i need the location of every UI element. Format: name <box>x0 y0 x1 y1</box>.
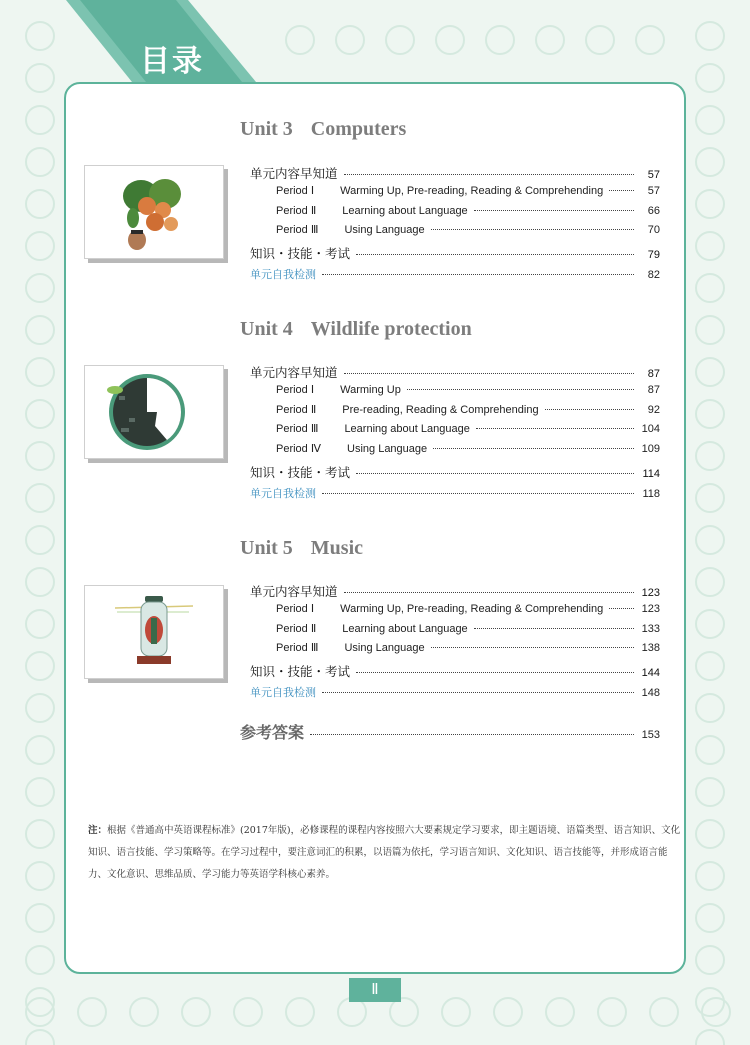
entry-label: Period Ⅳ <box>276 443 322 456</box>
pattern-ring <box>26 316 54 344</box>
unit-number: Unit 3 <box>240 118 293 140</box>
leader-dots <box>344 592 634 593</box>
unit-name: Wildlife protection <box>310 318 472 340</box>
leader-dots <box>356 254 634 255</box>
pattern-ring <box>78 998 106 1026</box>
entry-label: 知识・技能・考试 <box>250 246 351 262</box>
unit-name: Music <box>310 537 364 559</box>
entry-label: Period Ⅰ <box>276 602 315 615</box>
pattern-ring <box>26 904 54 932</box>
pattern-ring <box>286 26 314 54</box>
entry-title: Learning about Language <box>342 204 468 217</box>
pattern-ring <box>442 998 470 1026</box>
pattern-ring <box>696 694 724 722</box>
toc-period-entry[interactable] <box>276 184 660 197</box>
pattern-ring <box>696 820 724 848</box>
entry-page-number: 82 <box>647 269 660 281</box>
page-number: Ⅱ <box>349 978 401 1002</box>
leader-dots <box>433 448 634 449</box>
pattern-ring <box>26 652 54 680</box>
pattern-ring <box>26 22 54 50</box>
unit-illustration <box>84 585 224 679</box>
toc-period-entry[interactable] <box>276 383 660 396</box>
toc-section-entry[interactable] <box>250 164 660 182</box>
pattern-ring <box>696 358 724 386</box>
entry-page-number: 133 <box>641 622 660 635</box>
footnote <box>88 820 684 886</box>
pattern-ring <box>696 736 724 764</box>
toc-period-entry[interactable] <box>276 403 660 416</box>
entry-label: 单元自我检测 <box>250 487 316 500</box>
unit-illustration <box>84 365 224 459</box>
toc-period-entry[interactable] <box>276 602 660 615</box>
entry-page-number: 87 <box>647 368 660 380</box>
pattern-ring <box>26 862 54 890</box>
entry-title: Learning about Language <box>342 622 468 635</box>
pattern-ring <box>26 820 54 848</box>
entry-title: Pre-reading, Reading & Comprehending <box>342 403 539 416</box>
entry-label: 单元内容早知道 <box>250 365 338 380</box>
pattern-ring <box>26 694 54 722</box>
pattern-ring <box>696 904 724 932</box>
note-text: 根据《普通高中英语课程标准》(2017年版)，必修课程的课程内容按照六大要素规定学习要求，即主题语境、语篇类型、语言知识、文化知识、语言技能、学习策略等。在学习过程中，要注意词汇的积累，以语篇为依托，学习语言知识、文化知识、语言技能等，并形成语言能力、文化意识、思维品质、学习能力等英语学科核心素养。 <box>88 825 681 880</box>
pattern-ring <box>26 274 54 302</box>
entry-page-number: 144 <box>641 667 660 680</box>
pattern-ring <box>696 274 724 302</box>
pattern-ring <box>696 862 724 890</box>
pattern-ring <box>696 610 724 638</box>
entry-page-number: 70 <box>647 224 660 237</box>
pattern-ring <box>696 652 724 680</box>
entry-title: Warming Up, Pre-reading, Reading & Comprehending <box>340 602 604 615</box>
contents-title: 目录 <box>140 44 204 79</box>
leader-dots <box>609 190 634 191</box>
unit-number: Unit 5 <box>240 537 293 559</box>
pattern-ring <box>26 610 54 638</box>
pattern-ring <box>696 1030 724 1045</box>
leader-dots <box>609 608 634 609</box>
entry-page-number: 92 <box>647 403 660 416</box>
pattern-ring <box>286 998 314 1026</box>
entry-title: Using Language <box>347 443 428 456</box>
entry-title: Learning about Language <box>344 423 470 436</box>
pattern-ring <box>696 778 724 806</box>
leader-dots <box>344 373 634 374</box>
leader-dots <box>310 734 634 735</box>
entry-page-number: 123 <box>641 602 660 615</box>
pattern-ring <box>650 998 678 1026</box>
pattern-ring <box>338 998 366 1026</box>
pattern-ring <box>696 22 724 50</box>
pattern-ring <box>586 26 614 54</box>
pattern-ring <box>26 1030 54 1045</box>
entry-title: Using Language <box>344 224 425 237</box>
toc-period-entry[interactable] <box>276 442 660 455</box>
pattern-ring <box>696 106 724 134</box>
pattern-ring <box>696 442 724 470</box>
pattern-ring <box>26 946 54 974</box>
pattern-ring <box>26 568 54 596</box>
leader-dots <box>322 493 634 494</box>
toc-period-entry[interactable] <box>276 422 660 435</box>
entry-title: Warming Up, Pre-reading, Reading & Comprehending <box>340 184 604 197</box>
entry-page-number: 138 <box>641 642 660 655</box>
entry-label: 单元自我检测 <box>250 269 316 281</box>
toc-period-entry[interactable] <box>276 223 660 236</box>
pattern-ring <box>26 232 54 260</box>
pattern-ring <box>536 26 564 54</box>
entry-page-number: 57 <box>647 184 660 197</box>
pattern-ring <box>26 148 54 176</box>
leader-dots <box>322 274 634 275</box>
entry-page-number: 57 <box>647 169 660 181</box>
pattern-ring <box>546 998 574 1026</box>
pattern-ring <box>26 106 54 134</box>
entry-page-number: 114 <box>642 468 660 480</box>
pattern-ring <box>386 26 414 54</box>
pattern-ring <box>494 998 522 1026</box>
entry-page-number: 153 <box>641 729 660 741</box>
leader-dots <box>322 692 634 693</box>
unit-title <box>240 118 406 141</box>
leader-dots <box>431 647 634 648</box>
entry-page-number: 66 <box>647 204 660 217</box>
unit-number: Unit 4 <box>240 318 293 340</box>
pattern-ring <box>234 998 262 1026</box>
toc-check-entry[interactable] <box>250 684 660 700</box>
entry-page-number: 118 <box>642 487 660 500</box>
pattern-ring <box>26 400 54 428</box>
pattern-ring <box>598 998 626 1026</box>
pattern-ring <box>696 526 724 554</box>
entry-page-number: 148 <box>641 687 660 699</box>
leader-dots <box>474 210 634 211</box>
leader-dots <box>474 628 634 629</box>
pattern-ring <box>130 998 158 1026</box>
toc-section-entry[interactable] <box>250 662 660 680</box>
pattern-ring <box>26 736 54 764</box>
pattern-ring <box>696 400 724 428</box>
pattern-ring <box>182 998 210 1026</box>
toc-period-entry[interactable] <box>276 641 660 654</box>
toc-period-entry[interactable] <box>276 622 660 635</box>
leader-dots <box>431 229 634 230</box>
leader-dots <box>344 174 634 175</box>
pattern-ring <box>486 26 514 54</box>
toc-check-entry[interactable] <box>250 266 660 282</box>
pattern-ring <box>696 148 724 176</box>
pattern-ring <box>436 26 464 54</box>
toc-answers-entry[interactable] <box>240 720 660 743</box>
pattern-ring <box>696 484 724 512</box>
pattern-ring <box>26 484 54 512</box>
entry-label: Period Ⅱ <box>276 403 317 416</box>
pattern-ring <box>26 526 54 554</box>
leader-dots <box>356 473 634 474</box>
unit-title <box>240 537 363 560</box>
toc-period-entry[interactable] <box>276 204 660 217</box>
unit-name: Computers <box>310 118 407 140</box>
entry-page-number: 123 <box>641 587 660 599</box>
entry-label: Period Ⅲ <box>276 423 319 436</box>
leader-dots <box>545 409 634 410</box>
pattern-ring <box>26 442 54 470</box>
pattern-ring <box>696 190 724 218</box>
unit-illustration <box>84 165 224 259</box>
pattern-ring <box>26 358 54 386</box>
pattern-ring <box>26 190 54 218</box>
entry-label: Period Ⅱ <box>276 204 317 217</box>
toc-section-entry[interactable] <box>250 244 660 262</box>
entry-title: Warming Up <box>340 383 401 396</box>
entry-page-number: 104 <box>641 423 660 436</box>
entry-title: Using Language <box>344 642 425 655</box>
pattern-ring <box>702 998 730 1026</box>
entry-label: 单元自我检测 <box>250 687 316 699</box>
note-prefix: 注： <box>88 825 108 836</box>
pattern-ring <box>26 778 54 806</box>
pattern-ring <box>696 316 724 344</box>
entry-page-number: 87 <box>647 383 660 396</box>
toc-section-entry[interactable] <box>250 582 660 600</box>
pattern-ring <box>390 998 418 1026</box>
unit-title <box>240 318 472 341</box>
entry-label: 参考答案 <box>240 723 305 742</box>
toc-section-entry[interactable] <box>250 363 660 381</box>
toc-check-entry[interactable] <box>250 485 660 501</box>
entry-label: 单元内容早知道 <box>250 584 338 599</box>
pattern-ring <box>696 568 724 596</box>
leader-dots <box>407 389 634 390</box>
toc-section-entry[interactable] <box>250 463 660 481</box>
entry-label: Period Ⅱ <box>276 622 317 635</box>
leader-dots <box>476 428 634 429</box>
entry-label: Period Ⅰ <box>276 383 315 396</box>
pattern-ring <box>26 64 54 92</box>
pattern-ring <box>336 26 364 54</box>
entry-label: Period Ⅲ <box>276 642 319 655</box>
entry-label: 单元内容早知道 <box>250 166 338 181</box>
leader-dots <box>356 672 634 673</box>
entry-page-number: 109 <box>641 443 660 456</box>
pattern-ring <box>636 26 664 54</box>
pattern-ring <box>696 946 724 974</box>
entry-label: 知识・技能・考试 <box>250 664 351 680</box>
entry-label: Period Ⅰ <box>276 184 315 197</box>
pattern-ring <box>696 232 724 260</box>
pattern-ring <box>696 64 724 92</box>
pattern-ring <box>696 988 724 1016</box>
entry-label: 知识・技能・考试 <box>250 465 351 480</box>
entry-label: Period Ⅲ <box>276 224 319 237</box>
entry-page-number: 79 <box>647 249 660 262</box>
